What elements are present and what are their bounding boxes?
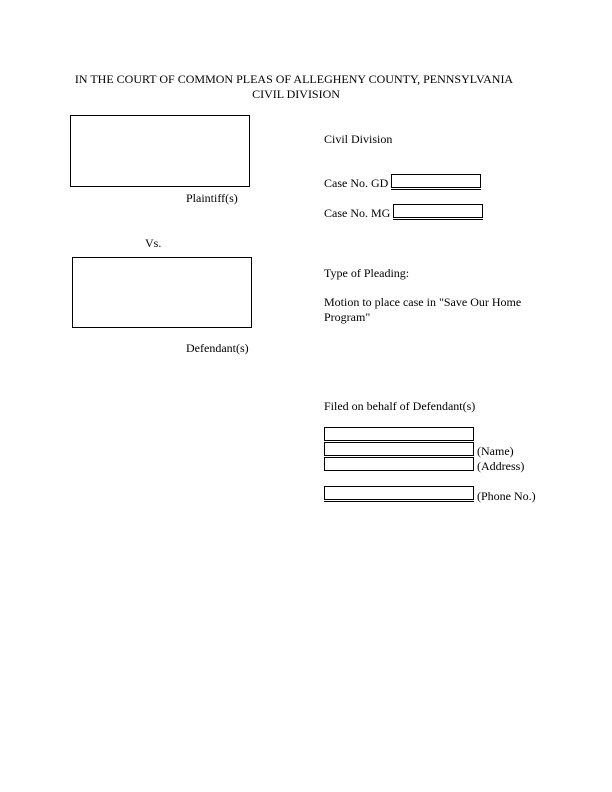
filer-line1-field[interactable] [324, 427, 474, 441]
filer-address-field[interactable] [324, 457, 474, 471]
case-no-gd-underline [391, 189, 481, 190]
filer-phone-underline [324, 501, 474, 502]
address-label: (Address) [477, 459, 525, 473]
filed-on-behalf-label: Filed on behalf of Defendant(s) [324, 399, 476, 413]
defendant-name-field[interactable] [72, 257, 252, 328]
filer-phone-field[interactable] [324, 486, 474, 500]
pleading-title-line1: Motion to place case in "Save Our Home [324, 295, 522, 309]
pleading-title-line2: Program" [324, 310, 371, 324]
defendant-label: Defendant(s) [186, 341, 249, 355]
case-no-gd-field[interactable] [391, 174, 481, 188]
plaintiff-label: Plaintiff(s) [186, 191, 238, 205]
civil-division-label: Civil Division [324, 132, 393, 146]
case-no-mg-field[interactable] [393, 204, 483, 218]
phone-label: (Phone No.) [477, 489, 536, 503]
filer-name-field[interactable] [324, 442, 474, 456]
versus-label: Vs. [145, 236, 162, 250]
case-no-mg-underline [393, 219, 483, 220]
division-heading: CIVIL DIVISION [252, 87, 340, 101]
plaintiff-name-field[interactable] [70, 115, 250, 187]
case-no-gd-label: Case No. GD [324, 176, 389, 190]
court-heading: IN THE COURT OF COMMON PLEAS OF ALLEGHENY COUNTY, PENNSYLVANIA [74, 72, 514, 86]
name-label: (Name) [477, 444, 514, 458]
pleading-type-label: Type of Pleading: [324, 266, 410, 280]
case-no-mg-label: Case No. MG [324, 206, 391, 220]
